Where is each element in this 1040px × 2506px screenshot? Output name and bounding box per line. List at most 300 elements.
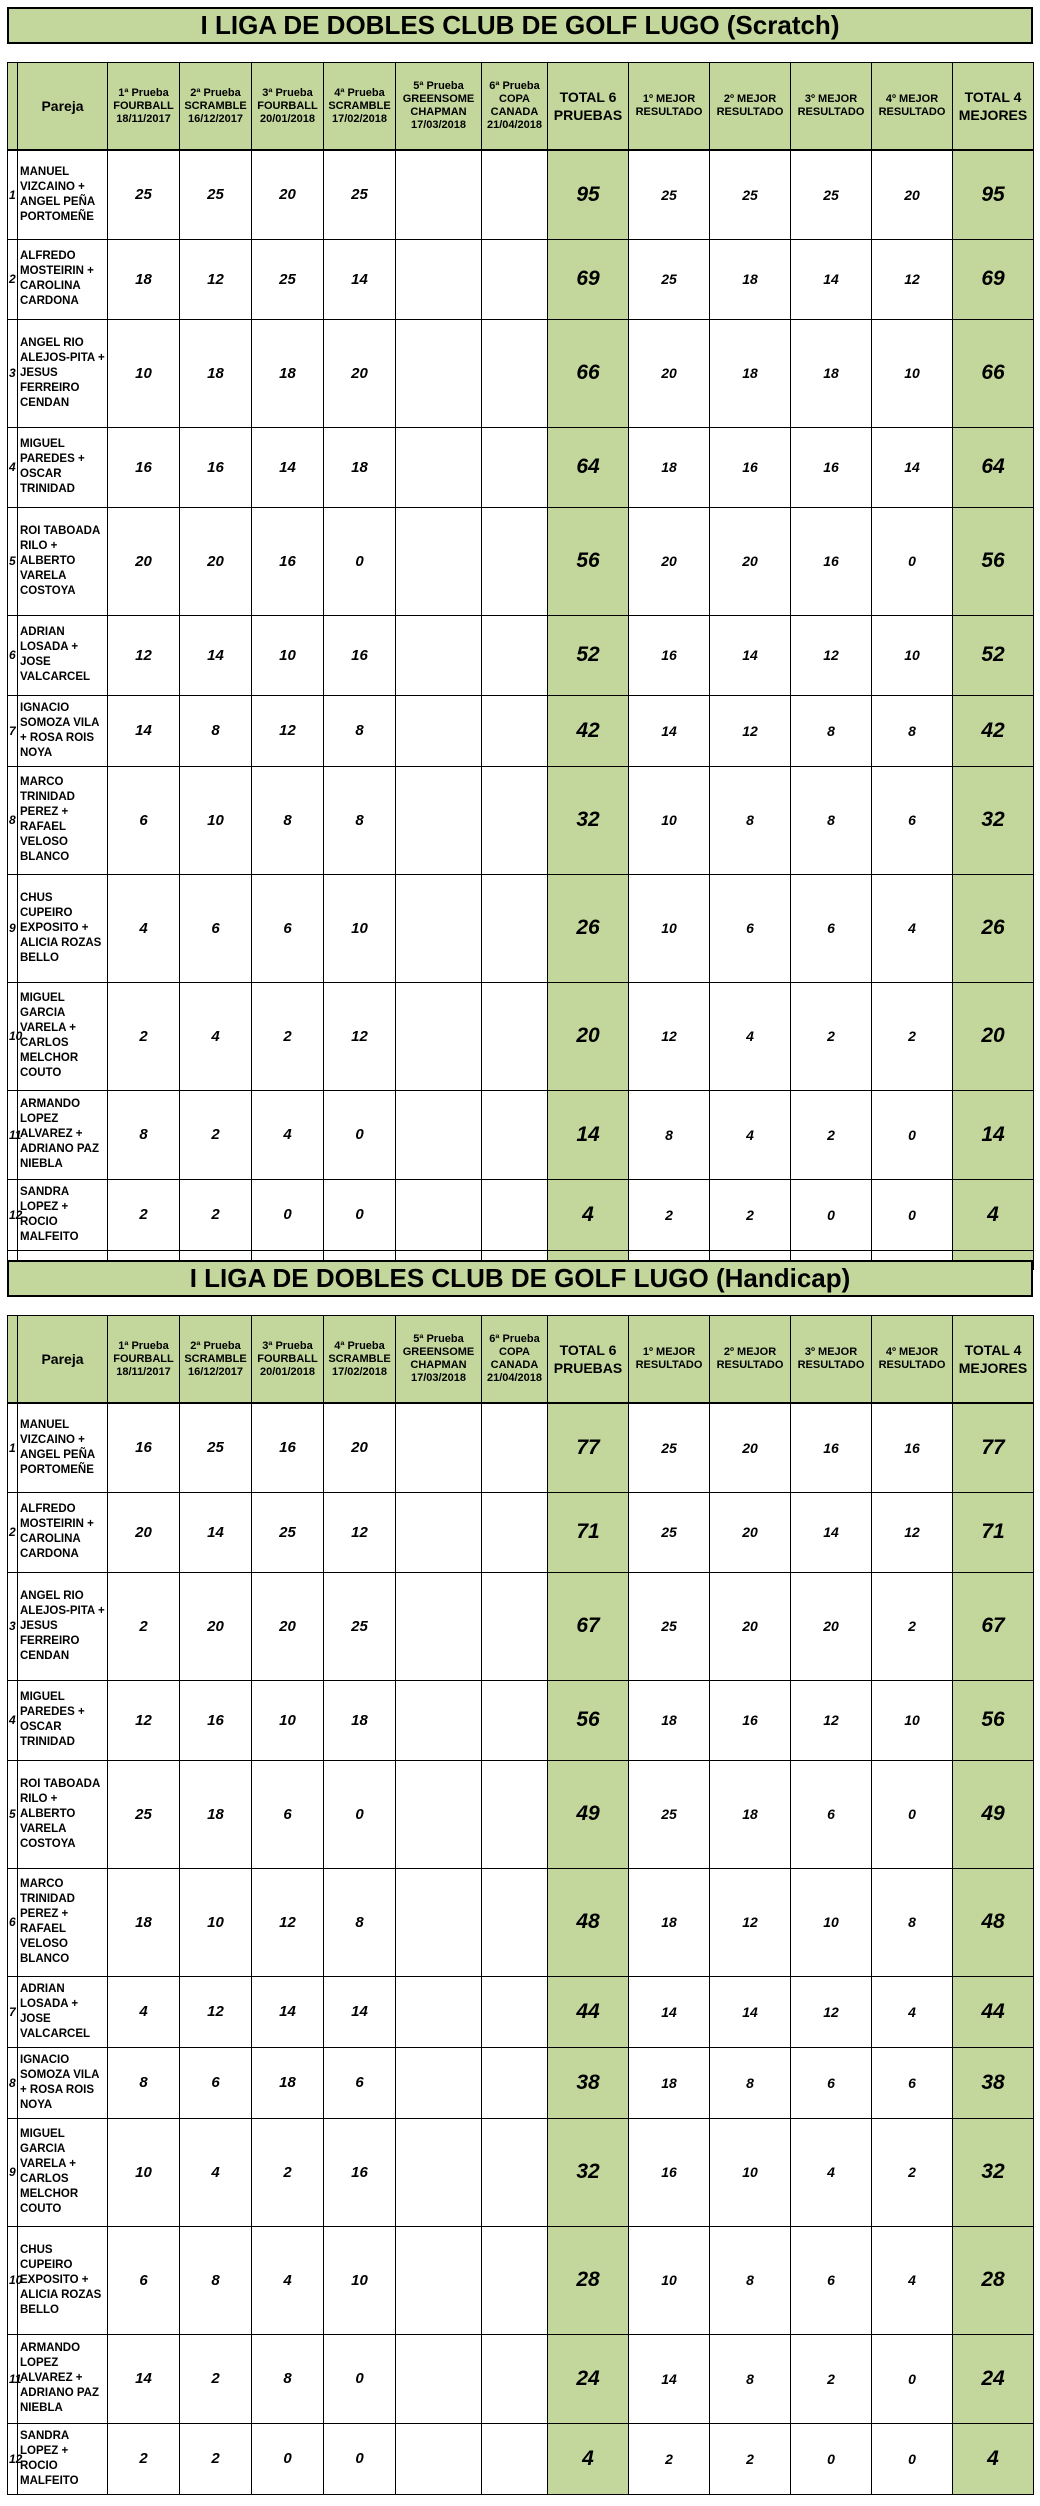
mejor-resultado-4: 20 bbox=[872, 150, 953, 239]
prueba-6-score bbox=[482, 1572, 548, 1680]
prueba-1-score: 16 bbox=[108, 1403, 180, 1492]
prueba-5-score bbox=[396, 766, 482, 874]
header-p6 bbox=[482, 1316, 548, 1404]
prueba-5-score bbox=[396, 2423, 482, 2494]
mejor-resultado-4: 4 bbox=[872, 2226, 953, 2334]
prueba-5-score bbox=[396, 1179, 482, 1250]
mejor-resultado-1: 20 bbox=[629, 319, 710, 427]
total-6-pruebas: 26 bbox=[548, 874, 629, 982]
prueba-2-score: 12 bbox=[180, 239, 252, 319]
header-p5 bbox=[396, 1316, 482, 1404]
scratch-title: I LIGA DE DOBLES CLUB DE GOLF LUGO (Scratch) bbox=[7, 7, 1033, 44]
prueba-3-score: 20 bbox=[252, 150, 324, 239]
header-p1 bbox=[108, 1316, 180, 1404]
header-p3-line: 3ª Prueba bbox=[262, 86, 313, 99]
header-p3 bbox=[252, 63, 324, 151]
prueba-5-score bbox=[396, 1090, 482, 1179]
table-row bbox=[8, 874, 1034, 982]
header-position bbox=[8, 1316, 18, 1404]
header-p2-line: 16/12/2017 bbox=[187, 1365, 244, 1378]
prueba-3-score: 0 bbox=[252, 1179, 324, 1250]
total-6-pruebas: 49 bbox=[548, 1760, 629, 1868]
mejor-resultado-4: 6 bbox=[872, 766, 953, 874]
header-p5-line: 5ª Prueba bbox=[413, 80, 464, 92]
total-4-mejores: 52 bbox=[953, 615, 1034, 695]
pareja-name: MARCO TRINIDAD PEREZ + RAFAEL VELOSO BLANCO bbox=[18, 1868, 108, 1976]
prueba-3-score: 12 bbox=[252, 695, 324, 766]
total-4-mejores: 95 bbox=[953, 150, 1034, 239]
mejor-resultado-2: 10 bbox=[710, 2118, 791, 2226]
pareja-name: ADRIAN LOSADA + JOSE VALCARCEL bbox=[18, 1976, 108, 2047]
row-position: 4 bbox=[8, 1680, 18, 1760]
prueba-4-score: 0 bbox=[324, 507, 396, 615]
prueba-4-score: 20 bbox=[324, 319, 396, 427]
prueba-1-score: 20 bbox=[108, 1492, 180, 1572]
prueba-3-score: 6 bbox=[252, 1760, 324, 1868]
row-position: 12 bbox=[8, 1179, 18, 1250]
prueba-5-score bbox=[396, 1868, 482, 1976]
prueba-6-score bbox=[482, 1179, 548, 1250]
header-m4-line: RESULTADO bbox=[878, 1359, 946, 1371]
mejor-resultado-4: 2 bbox=[872, 2118, 953, 2226]
prueba-2-score: 18 bbox=[180, 1760, 252, 1868]
mejor-resultado-3: 12 bbox=[791, 1976, 872, 2047]
header-total6-line: PRUEBAS bbox=[553, 1360, 623, 1376]
header-m3-line: 3º MEJOR bbox=[804, 93, 858, 105]
mejor-resultado-1: 14 bbox=[629, 2334, 710, 2423]
total-4-mejores: 42 bbox=[953, 695, 1034, 766]
pareja-name: CHUS CUPEIRO EXPOSITO + ALICIA ROZAS BELLO bbox=[18, 874, 108, 982]
total-6-pruebas: 95 bbox=[548, 150, 629, 239]
prueba-2-score: 10 bbox=[180, 1868, 252, 1976]
header-p5-line: CHAPMAN bbox=[410, 106, 467, 118]
total-4-mejores: 67 bbox=[953, 1572, 1034, 1680]
header-p5-line: CHAPMAN bbox=[410, 1359, 467, 1371]
prueba-4-score: 6 bbox=[324, 2047, 396, 2118]
row-position: 6 bbox=[8, 1868, 18, 1976]
prueba-4-score: 18 bbox=[324, 1680, 396, 1760]
total-4-mejores: 44 bbox=[953, 1976, 1034, 2047]
header-total4-line: MEJORES bbox=[958, 1360, 1028, 1376]
prueba-5-score bbox=[396, 874, 482, 982]
header-m1-line: 1º MEJOR bbox=[642, 93, 696, 105]
prueba-1-score: 4 bbox=[108, 874, 180, 982]
table-row bbox=[8, 1492, 1034, 1572]
mejor-resultado-4: 0 bbox=[872, 2423, 953, 2494]
prueba-1-score: 2 bbox=[108, 982, 180, 1090]
prueba-3-score: 2 bbox=[252, 982, 324, 1090]
pareja-name: CHUS CUPEIRO EXPOSITO + ALICIA ROZAS BELLO bbox=[18, 2226, 108, 2334]
total-6-pruebas: 56 bbox=[548, 507, 629, 615]
row-position: 10 bbox=[8, 982, 18, 1090]
header-p3 bbox=[252, 1316, 324, 1404]
header-p3-line: 3ª Prueba bbox=[262, 1339, 313, 1352]
header-m3-line: RESULTADO bbox=[797, 1359, 865, 1371]
prueba-2-score: 4 bbox=[180, 982, 252, 1090]
header-p4-line: 17/02/2018 bbox=[331, 112, 388, 125]
mejor-resultado-2: 14 bbox=[710, 615, 791, 695]
prueba-4-score: 20 bbox=[324, 1403, 396, 1492]
prueba-1-score: 2 bbox=[108, 1179, 180, 1250]
mejor-resultado-2: 16 bbox=[710, 1680, 791, 1760]
prueba-2-score: 2 bbox=[180, 1179, 252, 1250]
mejor-resultado-1: 10 bbox=[629, 766, 710, 874]
mejor-resultado-4: 0 bbox=[872, 1760, 953, 1868]
prueba-4-score: 10 bbox=[324, 2226, 396, 2334]
mejor-resultado-3: 8 bbox=[791, 766, 872, 874]
pareja-name: MANUEL VIZCAINO + ANGEL PEÑA PORTOMEÑE bbox=[18, 150, 108, 239]
prueba-5-score bbox=[396, 1976, 482, 2047]
row-position: 2 bbox=[8, 239, 18, 319]
mejor-resultado-3: 6 bbox=[791, 2047, 872, 2118]
mejor-resultado-1: 2 bbox=[629, 1179, 710, 1250]
prueba-6-score bbox=[482, 150, 548, 239]
mejor-resultado-1: 18 bbox=[629, 2047, 710, 2118]
mejor-resultado-1: 10 bbox=[629, 2226, 710, 2334]
pareja-name: MIGUEL PAREDES + OSCAR TRINIDAD bbox=[18, 427, 108, 507]
prueba-1-score: 10 bbox=[108, 319, 180, 427]
mejor-resultado-3: 0 bbox=[791, 1179, 872, 1250]
prueba-3-score: 12 bbox=[252, 1868, 324, 1976]
prueba-5-score bbox=[396, 1572, 482, 1680]
mejor-resultado-4: 0 bbox=[872, 2334, 953, 2423]
prueba-1-score: 6 bbox=[108, 2226, 180, 2334]
header-p6-line: COPA bbox=[499, 1346, 530, 1358]
header-p6-line: 6ª Prueba bbox=[489, 1333, 540, 1345]
prueba-5-score bbox=[396, 2334, 482, 2423]
header-pareja: Pareja bbox=[18, 1316, 108, 1404]
mejor-resultado-1: 18 bbox=[629, 1868, 710, 1976]
pareja-name: MANUEL VIZCAINO + ANGEL PEÑA PORTOMEÑE bbox=[18, 1403, 108, 1492]
prueba-3-score: 10 bbox=[252, 1680, 324, 1760]
row-position: 11 bbox=[8, 1090, 18, 1179]
prueba-4-score: 14 bbox=[324, 1976, 396, 2047]
pareja-name: SANDRA LOPEZ + ROCIO MALFEITO bbox=[18, 1179, 108, 1250]
prueba-6-score bbox=[482, 1492, 548, 1572]
header-row bbox=[8, 1316, 1034, 1404]
prueba-3-score: 6 bbox=[252, 874, 324, 982]
total-6-pruebas: 38 bbox=[548, 2047, 629, 2118]
prueba-3-score: 2 bbox=[252, 2118, 324, 2226]
header-p2 bbox=[180, 1316, 252, 1404]
prueba-2-score: 8 bbox=[180, 2226, 252, 2334]
header-p5-line: 17/03/2018 bbox=[410, 119, 467, 131]
total-6-pruebas: 56 bbox=[548, 1680, 629, 1760]
prueba-5-score bbox=[396, 1760, 482, 1868]
mejor-resultado-3: 2 bbox=[791, 2334, 872, 2423]
pareja-name: IGNACIO SOMOZA VILA + ROSA ROIS NOYA bbox=[18, 2047, 108, 2118]
prueba-4-score: 18 bbox=[324, 427, 396, 507]
prueba-1-score: 14 bbox=[108, 2334, 180, 2423]
mejor-resultado-3: 6 bbox=[791, 1760, 872, 1868]
mejor-resultado-3: 16 bbox=[791, 1403, 872, 1492]
prueba-3-score: 25 bbox=[252, 239, 324, 319]
prueba-1-score: 12 bbox=[108, 615, 180, 695]
total-4-mejores: 69 bbox=[953, 239, 1034, 319]
header-position bbox=[8, 63, 18, 151]
prueba-1-score: 2 bbox=[108, 1572, 180, 1680]
header-p3-line: FOURBALL bbox=[257, 99, 318, 112]
table-row bbox=[8, 695, 1034, 766]
prueba-3-score: 10 bbox=[252, 615, 324, 695]
total-4-mejores: 24 bbox=[953, 2334, 1034, 2423]
header-row bbox=[8, 63, 1034, 151]
pareja-name: IGNACIO SOMOZA VILA + ROSA ROIS NOYA bbox=[18, 695, 108, 766]
header-p1-line: 18/11/2017 bbox=[116, 112, 171, 125]
header-p4-line: SCRAMBLE bbox=[328, 1352, 391, 1365]
prueba-1-score: 8 bbox=[108, 1090, 180, 1179]
header-p5 bbox=[396, 63, 482, 151]
total-4-mejores: 14 bbox=[953, 1090, 1034, 1179]
prueba-2-score: 25 bbox=[180, 150, 252, 239]
header-p5-line: 17/03/2018 bbox=[410, 1372, 467, 1384]
prueba-2-score: 25 bbox=[180, 1403, 252, 1492]
mejor-resultado-2: 18 bbox=[710, 1760, 791, 1868]
mejor-resultado-3: 16 bbox=[791, 427, 872, 507]
total-4-mejores: 4 bbox=[953, 2423, 1034, 2494]
total-6-pruebas: 69 bbox=[548, 239, 629, 319]
mejor-resultado-3: 0 bbox=[791, 2423, 872, 2494]
mejor-resultado-3: 4 bbox=[791, 2118, 872, 2226]
total-4-mejores: 48 bbox=[953, 1868, 1034, 1976]
prueba-2-score: 10 bbox=[180, 766, 252, 874]
pareja-name: ADRIAN LOSADA + JOSE VALCARCEL bbox=[18, 615, 108, 695]
table-row bbox=[8, 239, 1034, 319]
prueba-2-score: 2 bbox=[180, 2334, 252, 2423]
prueba-1-score: 14 bbox=[108, 695, 180, 766]
prueba-4-score: 0 bbox=[324, 2423, 396, 2494]
prueba-1-score: 18 bbox=[108, 1868, 180, 1976]
header-m4 bbox=[872, 63, 953, 151]
prueba-3-score: 18 bbox=[252, 319, 324, 427]
prueba-4-score: 16 bbox=[324, 2118, 396, 2226]
mejor-resultado-4: 8 bbox=[872, 695, 953, 766]
mejor-resultado-4: 2 bbox=[872, 1572, 953, 1680]
prueba-6-score bbox=[482, 695, 548, 766]
table-row bbox=[8, 1179, 1034, 1250]
mejor-resultado-4: 10 bbox=[872, 319, 953, 427]
header-p1-line: FOURBALL bbox=[113, 1352, 174, 1365]
row-position: 7 bbox=[8, 1976, 18, 2047]
total-6-pruebas: 32 bbox=[548, 766, 629, 874]
prueba-6-score bbox=[482, 2118, 548, 2226]
mejor-resultado-2: 4 bbox=[710, 1090, 791, 1179]
row-position: 10 bbox=[8, 2226, 18, 2334]
prueba-5-score bbox=[396, 150, 482, 239]
header-p5-line: 5ª Prueba bbox=[413, 1333, 464, 1345]
table-row bbox=[8, 1090, 1034, 1179]
header-m2 bbox=[710, 63, 791, 151]
mejor-resultado-3: 6 bbox=[791, 2226, 872, 2334]
handicap-table bbox=[7, 1315, 1034, 2495]
prueba-6-score bbox=[482, 1760, 548, 1868]
prueba-1-score: 20 bbox=[108, 507, 180, 615]
total-4-mejores: 20 bbox=[953, 982, 1034, 1090]
total-6-pruebas: 44 bbox=[548, 1976, 629, 2047]
prueba-2-score: 16 bbox=[180, 427, 252, 507]
prueba-2-score: 2 bbox=[180, 2423, 252, 2494]
prueba-2-score: 14 bbox=[180, 1492, 252, 1572]
header-p2-line: 2ª Prueba bbox=[190, 1339, 241, 1352]
mejor-resultado-3: 14 bbox=[791, 1492, 872, 1572]
pareja-name: ROI TABOADA RILO + ALBERTO VARELA COSTOYA bbox=[18, 507, 108, 615]
prueba-2-score: 14 bbox=[180, 615, 252, 695]
mejor-resultado-4: 16 bbox=[872, 1403, 953, 1492]
total-4-mejores: 56 bbox=[953, 1680, 1034, 1760]
header-p3-line: FOURBALL bbox=[257, 1352, 318, 1365]
mejor-resultado-3: 14 bbox=[791, 239, 872, 319]
mejor-resultado-4: 12 bbox=[872, 239, 953, 319]
prueba-6-score bbox=[482, 239, 548, 319]
prueba-5-score bbox=[396, 319, 482, 427]
mejor-resultado-1: 14 bbox=[629, 1976, 710, 2047]
mejor-resultado-4: 0 bbox=[872, 1090, 953, 1179]
header-p1 bbox=[108, 63, 180, 151]
header-m3 bbox=[791, 63, 872, 151]
row-position: 1 bbox=[8, 150, 18, 239]
total-6-pruebas: 64 bbox=[548, 427, 629, 507]
row-position: 9 bbox=[8, 874, 18, 982]
table-row bbox=[8, 982, 1034, 1090]
prueba-4-score: 0 bbox=[324, 2334, 396, 2423]
total-6-pruebas: 4 bbox=[548, 2423, 629, 2494]
prueba-4-score: 0 bbox=[324, 1090, 396, 1179]
mejor-resultado-2: 20 bbox=[710, 1403, 791, 1492]
prueba-1-score: 8 bbox=[108, 2047, 180, 2118]
mejor-resultado-3: 12 bbox=[791, 1680, 872, 1760]
mejor-resultado-3: 2 bbox=[791, 982, 872, 1090]
row-position: 3 bbox=[8, 319, 18, 427]
mejor-resultado-3: 20 bbox=[791, 1572, 872, 1680]
prueba-5-score bbox=[396, 507, 482, 615]
table-row bbox=[8, 2118, 1034, 2226]
prueba-4-score: 12 bbox=[324, 982, 396, 1090]
table-row bbox=[8, 1760, 1034, 1868]
header-p2-line: 2ª Prueba bbox=[190, 86, 241, 99]
prueba-6-score bbox=[482, 1403, 548, 1492]
total-6-pruebas: 20 bbox=[548, 982, 629, 1090]
mejor-resultado-1: 25 bbox=[629, 1572, 710, 1680]
mejor-resultado-2: 25 bbox=[710, 150, 791, 239]
total-4-mejores: 38 bbox=[953, 2047, 1034, 2118]
header-p4-line: 4ª Prueba bbox=[334, 1339, 385, 1352]
prueba-4-score: 8 bbox=[324, 766, 396, 874]
pareja-name: MIGUEL GARCIA VARELA + CARLOS MELCHOR COUTO bbox=[18, 2118, 108, 2226]
header-p6-line: 21/04/2018 bbox=[486, 1372, 543, 1384]
header-m2-line: RESULTADO bbox=[716, 106, 784, 118]
prueba-6-score bbox=[482, 982, 548, 1090]
table-row bbox=[8, 766, 1034, 874]
mejor-resultado-2: 20 bbox=[710, 1492, 791, 1572]
header-p1-line: 1ª Prueba bbox=[118, 86, 169, 99]
row-position: 8 bbox=[8, 2047, 18, 2118]
header-p6-line: CANADA bbox=[490, 106, 539, 118]
mejor-resultado-1: 8 bbox=[629, 1090, 710, 1179]
prueba-4-score: 8 bbox=[324, 695, 396, 766]
prueba-6-score bbox=[482, 2226, 548, 2334]
prueba-3-score: 0 bbox=[252, 2423, 324, 2494]
row-position: 1 bbox=[8, 1403, 18, 1492]
prueba-5-score bbox=[396, 2226, 482, 2334]
table-row bbox=[8, 507, 1034, 615]
table-row bbox=[8, 427, 1034, 507]
row-position: 3 bbox=[8, 1572, 18, 1680]
prueba-5-score bbox=[396, 239, 482, 319]
prueba-2-score: 20 bbox=[180, 1572, 252, 1680]
header-m4 bbox=[872, 1316, 953, 1404]
prueba-1-score: 6 bbox=[108, 766, 180, 874]
prueba-2-score: 16 bbox=[180, 1680, 252, 1760]
prueba-2-score: 12 bbox=[180, 1976, 252, 2047]
total-4-mejores: 56 bbox=[953, 507, 1034, 615]
header-total4-line: TOTAL 4 bbox=[964, 1342, 1022, 1358]
pareja-name: SANDRA LOPEZ + ROCIO MALFEITO bbox=[18, 2423, 108, 2494]
mejor-resultado-2: 14 bbox=[710, 1976, 791, 2047]
prueba-2-score: 20 bbox=[180, 507, 252, 615]
total-6-pruebas: 66 bbox=[548, 319, 629, 427]
header-p6 bbox=[482, 63, 548, 151]
header-m3-line: 3º MEJOR bbox=[804, 1346, 858, 1358]
mejor-resultado-2: 8 bbox=[710, 2047, 791, 2118]
header-m2-line: 2º MEJOR bbox=[723, 1346, 777, 1358]
row-position: 8 bbox=[8, 766, 18, 874]
total-6-pruebas: 77 bbox=[548, 1403, 629, 1492]
prueba-3-score: 14 bbox=[252, 1976, 324, 2047]
prueba-1-score: 18 bbox=[108, 239, 180, 319]
header-total6 bbox=[548, 1316, 629, 1404]
prueba-3-score: 8 bbox=[252, 2334, 324, 2423]
header-p1-line: 1ª Prueba bbox=[118, 1339, 169, 1352]
header-m4-line: 4º MEJOR bbox=[885, 1346, 939, 1358]
mejor-resultado-4: 0 bbox=[872, 1179, 953, 1250]
mejor-resultado-3: 2 bbox=[791, 1090, 872, 1179]
header-p2 bbox=[180, 63, 252, 151]
prueba-6-score bbox=[482, 2334, 548, 2423]
prueba-6-score bbox=[482, 1090, 548, 1179]
mejor-resultado-2: 16 bbox=[710, 427, 791, 507]
mejor-resultado-4: 14 bbox=[872, 427, 953, 507]
prueba-5-score bbox=[396, 982, 482, 1090]
row-position: 5 bbox=[8, 1760, 18, 1868]
table-row bbox=[8, 319, 1034, 427]
mejor-resultado-4: 4 bbox=[872, 1976, 953, 2047]
header-p3-line: 20/01/2018 bbox=[259, 112, 316, 125]
prueba-3-score: 4 bbox=[252, 2226, 324, 2334]
header-total4 bbox=[953, 63, 1034, 151]
row-position: 12 bbox=[8, 2423, 18, 2494]
prueba-6-score bbox=[482, 2047, 548, 2118]
pareja-name: MARCO TRINIDAD PEREZ + RAFAEL VELOSO BLANCO bbox=[18, 766, 108, 874]
total-6-pruebas: 28 bbox=[548, 2226, 629, 2334]
prueba-5-score bbox=[396, 2047, 482, 2118]
prueba-1-score: 25 bbox=[108, 1760, 180, 1868]
prueba-4-score: 16 bbox=[324, 615, 396, 695]
prueba-6-score bbox=[482, 874, 548, 982]
table-row bbox=[8, 2423, 1034, 2494]
mejor-resultado-3: 12 bbox=[791, 615, 872, 695]
mejor-resultado-2: 4 bbox=[710, 982, 791, 1090]
header-p5-line: GREENSOME bbox=[402, 1346, 475, 1358]
prueba-4-score: 8 bbox=[324, 1868, 396, 1976]
mejor-resultado-2: 12 bbox=[710, 695, 791, 766]
total-6-pruebas: 14 bbox=[548, 1090, 629, 1179]
total-4-mejores: 64 bbox=[953, 427, 1034, 507]
total-6-pruebas: 4 bbox=[548, 1179, 629, 1250]
total-6-pruebas: 32 bbox=[548, 2118, 629, 2226]
pareja-name: ROI TABOADA RILO + ALBERTO VARELA COSTOYA bbox=[18, 1760, 108, 1868]
header-m4-line: 4º MEJOR bbox=[885, 93, 939, 105]
prueba-4-score: 25 bbox=[324, 1572, 396, 1680]
